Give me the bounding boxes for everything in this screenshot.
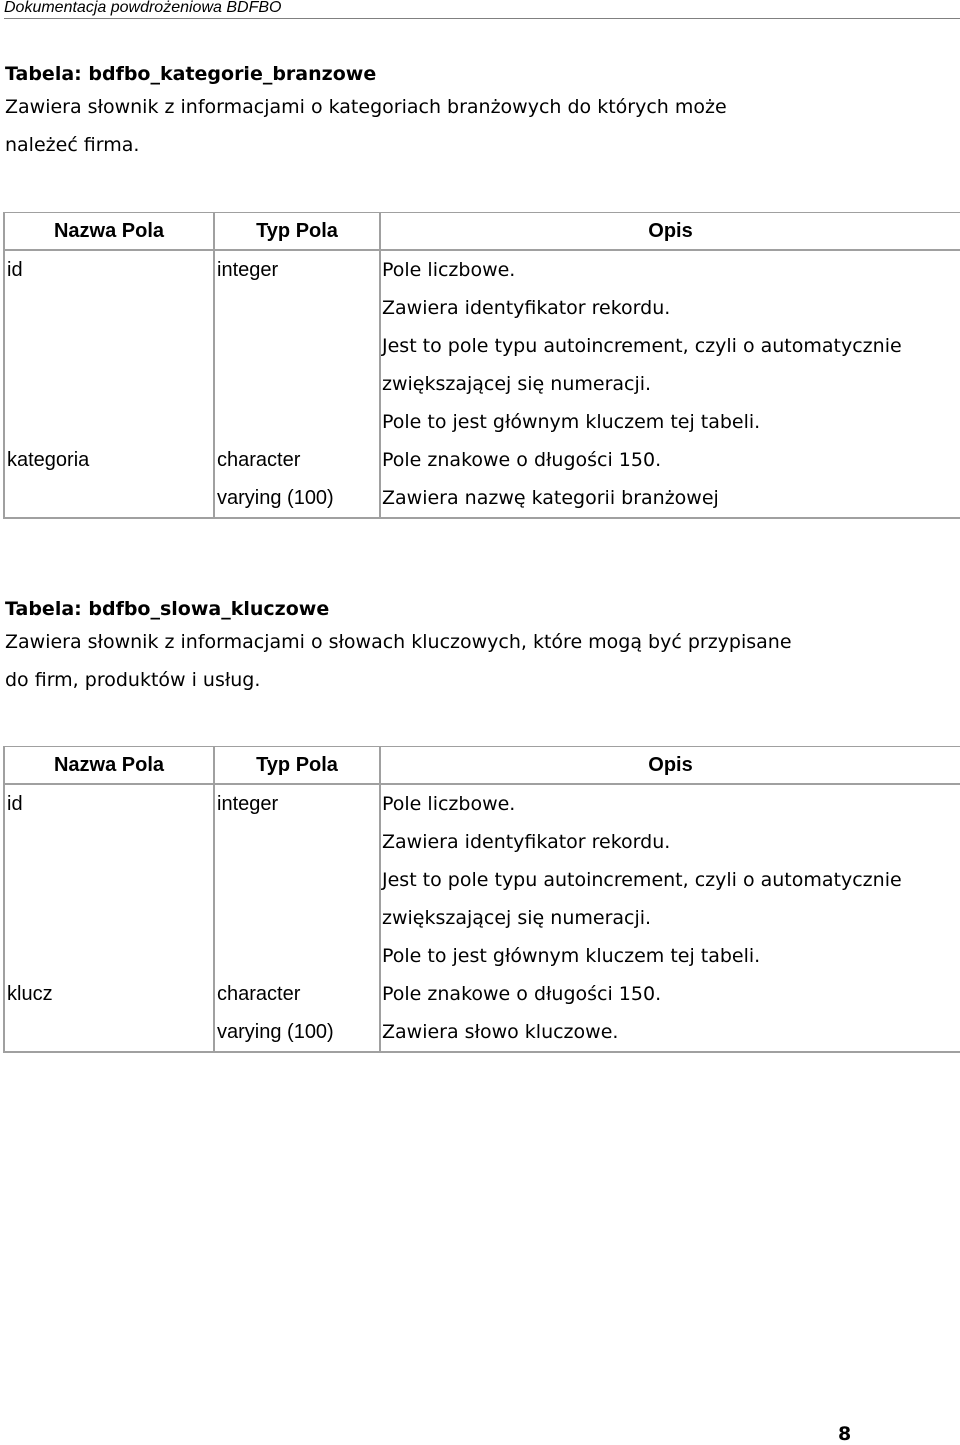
description-line: Zawiera słowo kluczowe. <box>382 1021 619 1043</box>
field-description <box>380 975 960 1052</box>
description-line: Jest to pole typu autoincrement, czyli o automatycznie <box>382 335 902 357</box>
section-title: Tabela: bdfbo_kategorie_branzowe <box>5 63 377 85</box>
table-row <box>4 975 960 1052</box>
table-header-row <box>4 213 960 251</box>
description-line: Pole znakowe o długości 150. <box>382 983 662 1005</box>
running-header <box>4 0 960 19</box>
description-line: Jest to pole typu autoincrement, czyli o automatycznie <box>382 869 902 891</box>
description-line: Pole to jest głównym kluczem tej tabeli. <box>382 411 761 433</box>
description-line: Pole liczbowe. <box>382 793 516 815</box>
description-line: Pole liczbowe. <box>382 259 516 281</box>
description-line: zwiększającej się numeracji. <box>382 907 652 929</box>
column-header-desc: Opis <box>380 213 960 251</box>
description-line: Zawiera nazwę kategorii branżowej <box>382 487 719 509</box>
column-header-type: Typ Pola <box>214 213 380 251</box>
field-type-line: varying (100) <box>217 487 334 509</box>
field-type-line: integer <box>217 793 279 815</box>
field-name: id <box>4 784 214 975</box>
field-description <box>380 784 960 975</box>
table-row <box>4 784 960 975</box>
field-name: klucz <box>4 975 214 1052</box>
section-description: Zawiera słownik z informacjami o słowach kluczowych, które mogą być przypisane do firm, produktów i usług. <box>5 631 792 691</box>
table-section-kategorie <box>5 62 960 164</box>
description-line: zwiększającej się numeracji. <box>382 373 652 395</box>
field-type-line: character <box>217 983 301 1005</box>
section-title: Tabela: bdfbo_slowa_kluczowe <box>5 598 330 620</box>
field-type <box>214 250 380 441</box>
table-section-slowa-kluczowe <box>5 597 960 699</box>
description-line: Pole znakowe o długości 150. <box>382 449 662 471</box>
field-type <box>214 975 380 1052</box>
description-line: Zawiera identyfikator rekordu. <box>382 831 671 853</box>
column-header-name: Nazwa Pola <box>4 747 214 785</box>
fields-table-kategorie <box>3 212 960 519</box>
section-description: Zawiera słownik z informacjami o kategoriach branżowych do których może należeć firma. <box>5 96 727 156</box>
description-line: Zawiera identyfikator rekordu. <box>382 297 671 319</box>
field-type-line: varying (100) <box>217 1021 334 1043</box>
column-header-type: Typ Pola <box>214 747 380 785</box>
fields-table-slowa-kluczowe <box>3 746 960 1053</box>
table-row <box>4 250 960 441</box>
field-name: id <box>4 250 214 441</box>
field-name: kategoria <box>4 441 214 518</box>
table-header-row <box>4 747 960 785</box>
field-type <box>214 784 380 975</box>
field-description <box>380 441 960 518</box>
column-header-name: Nazwa Pola <box>4 213 214 251</box>
page-number: 8 <box>838 1423 852 1445</box>
field-type-line: integer <box>217 259 279 281</box>
column-header-desc: Opis <box>380 747 960 785</box>
field-type <box>214 441 380 518</box>
description-line: Pole to jest głównym kluczem tej tabeli. <box>382 945 761 967</box>
table-row <box>4 441 960 518</box>
field-type-line: character <box>217 449 301 471</box>
field-description <box>380 250 960 441</box>
document-title: Dokumentacja powdrożeniowa BDFBO <box>4 0 282 16</box>
